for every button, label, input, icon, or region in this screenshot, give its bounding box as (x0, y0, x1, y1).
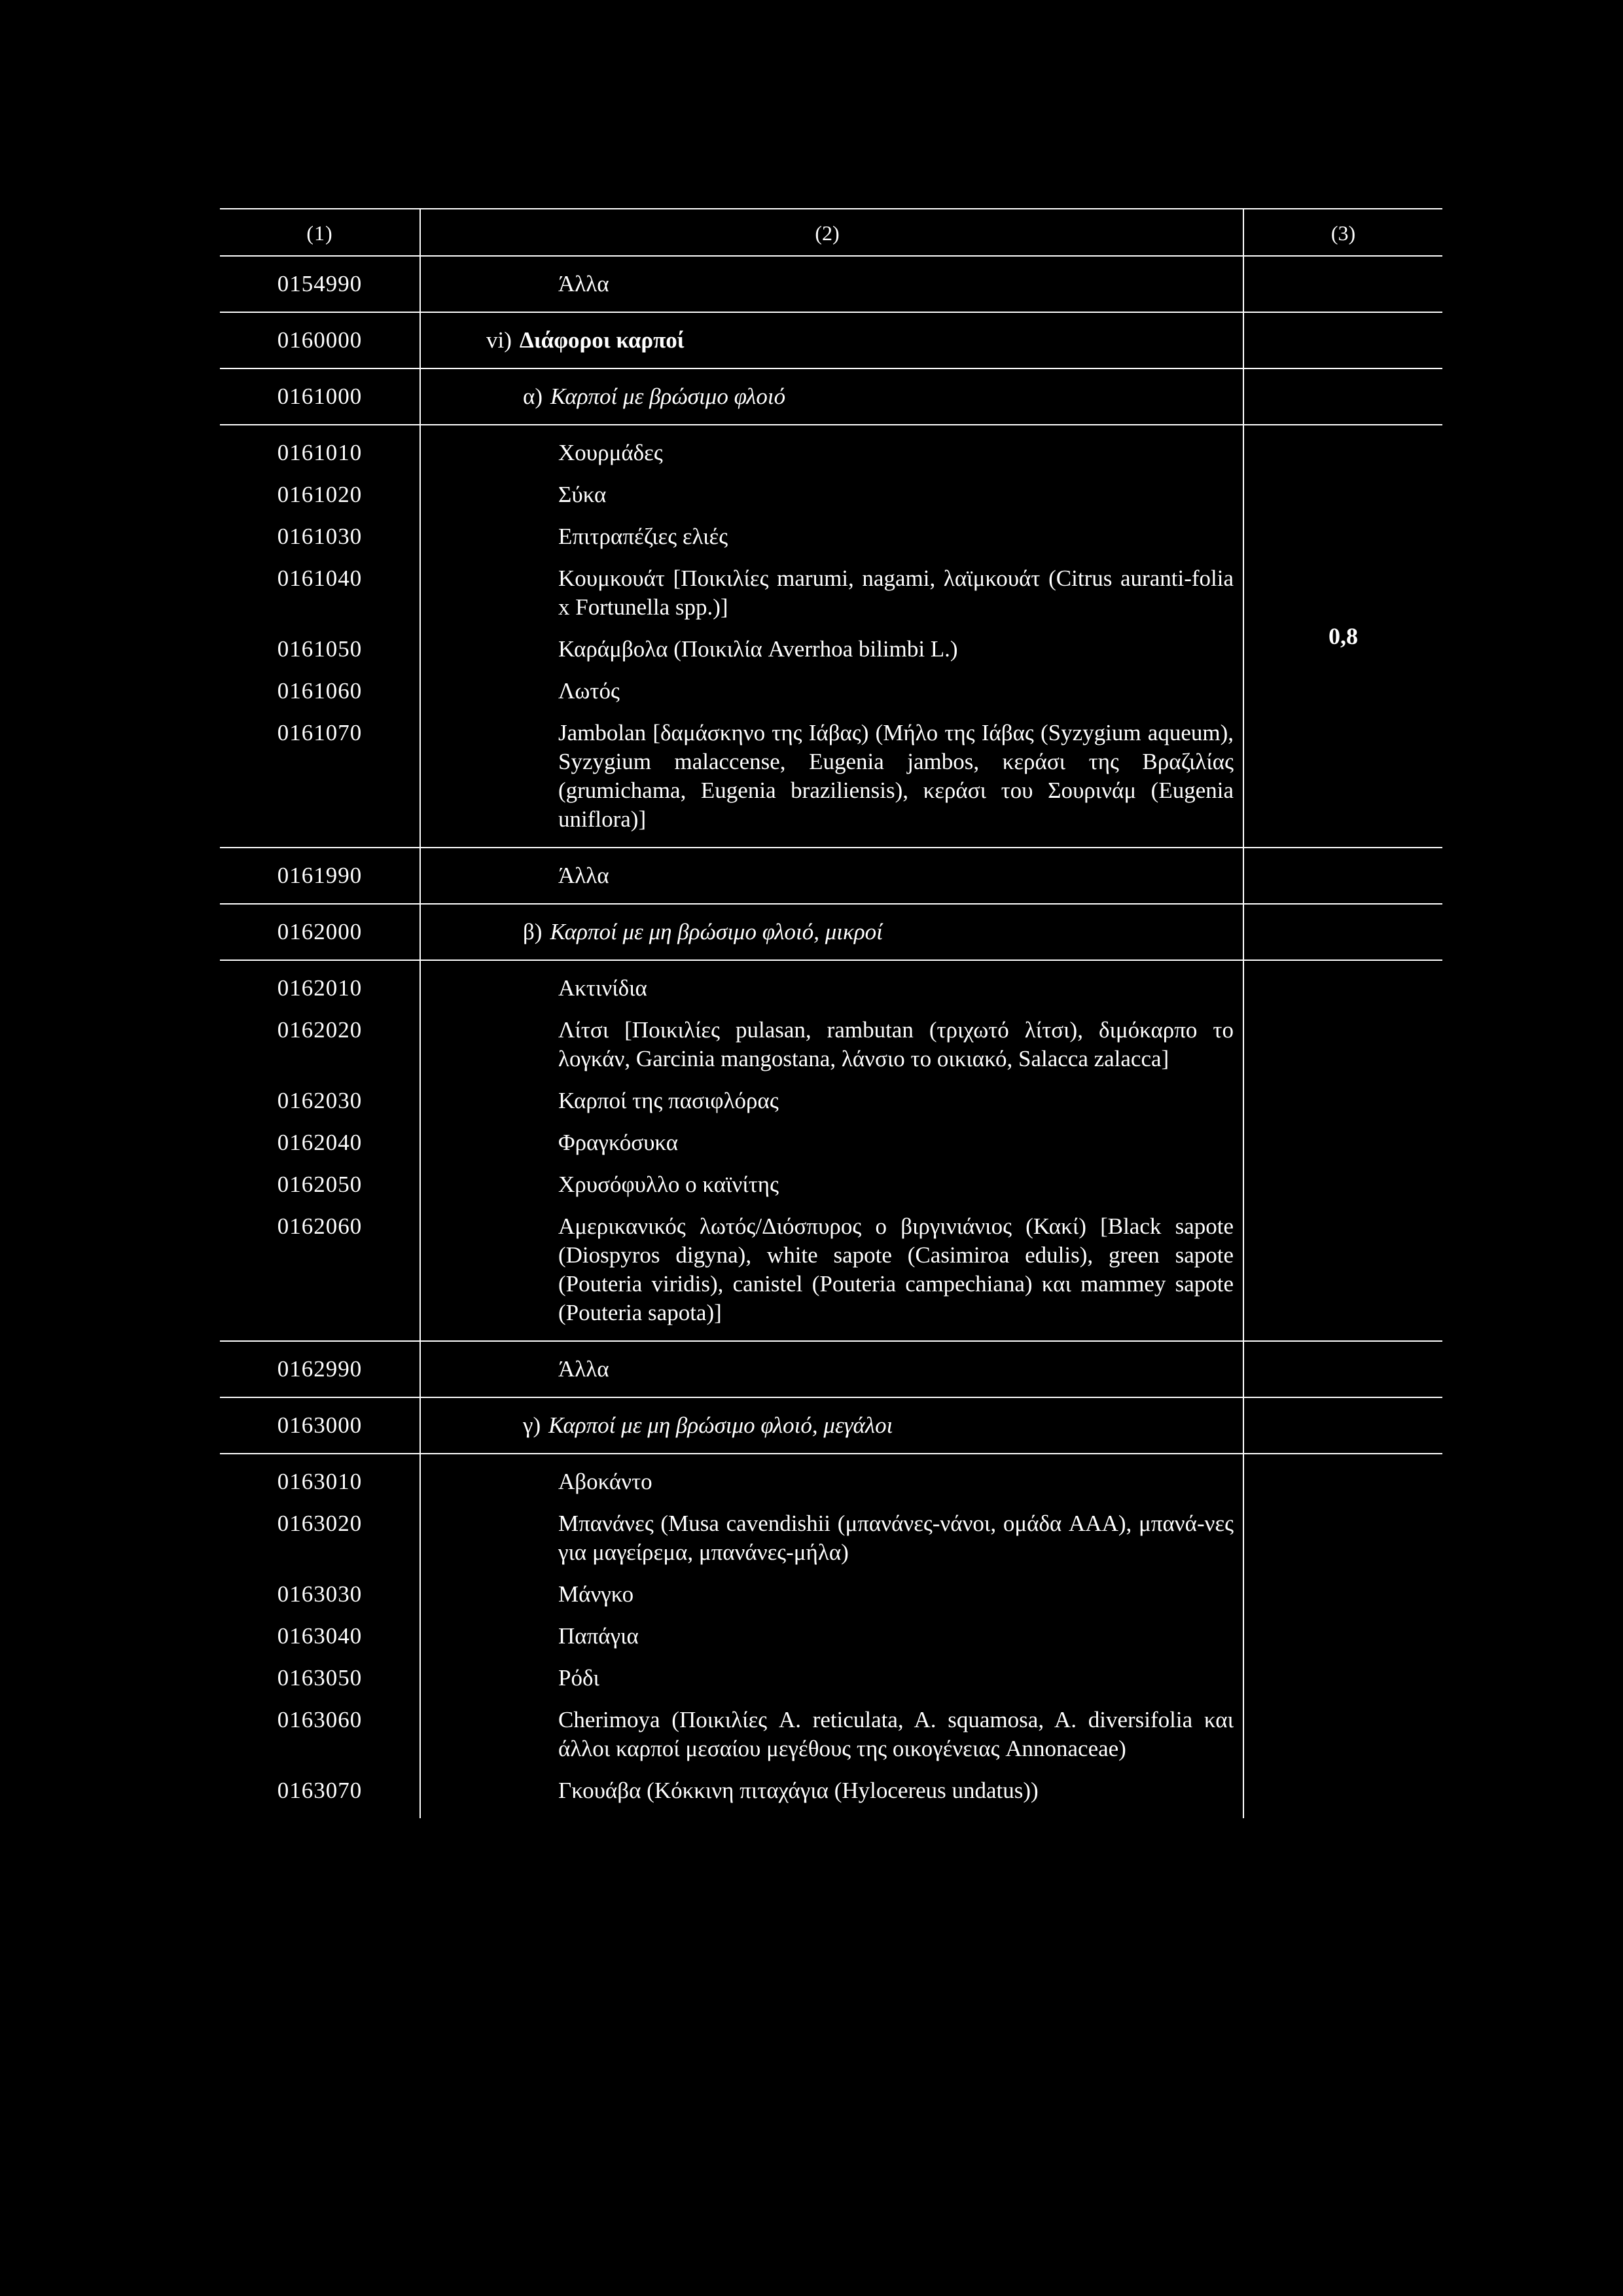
row-value (1244, 848, 1442, 903)
header-col3: (3) (1330, 221, 1356, 245)
row-code: 0162030 (277, 1088, 363, 1113)
table-row (220, 1340, 1442, 1397)
row-description: Αμερικανικός λωτός/Διόσπυρος ο βιργινιάνιος (Κακί) [Black sapote (Diospyros digyna), white sapote (Casimiroa edulis), green sapote (Pouteria viridis), canistel (Pouteria campechiana) και mammey sapote (Pouteria sapota)] (558, 1213, 1234, 1325)
table-row (220, 255, 1442, 312)
row-code: 0161990 (277, 863, 363, 888)
row-description: Φραγκόσυκα (558, 1130, 679, 1155)
row-description (419, 369, 1244, 424)
row-description: Κουμκουάτ [Ποικιλίες marumi, nagami, λαϊμκουάτ (Citrus auranti-folia x Fortunella spp.)] (558, 565, 1234, 620)
row-description: Αβοκάντο (558, 1469, 652, 1494)
row-description: Ρόδι (558, 1665, 599, 1691)
row-description: Άλλα (419, 848, 1244, 903)
row-description (419, 1398, 1244, 1453)
row-description: Jambolan [δαμάσκηνο της Ιάβας) (Μήλο της Ιάβας (Syzygium aqueum), Syzygium malaccense, Eugenia jambos, κεράσι της Βραζιλίας (grumichama, Eugenia braziliensis), κεράσι του Σουρινάμ (Eugenia uniflora)] (558, 720, 1234, 832)
group-codes (220, 425, 419, 847)
row-description (419, 313, 1244, 368)
row-description: Μπανάνες (Musa cavendishii (μπανάνες-νάνοι, ομάδα AAA), μπανά-νες για μαγείρεμα, μπανάνες-μήλα) (558, 1511, 1234, 1565)
table-row (220, 1397, 1442, 1453)
row-code: 0163050 (277, 1665, 363, 1691)
row-description: Ακτινίδια (558, 975, 647, 1001)
row-code: 0162050 (277, 1172, 363, 1197)
row-code: 0162020 (277, 1017, 363, 1043)
row-description: Καρποί της πασιφλόρας (558, 1088, 779, 1113)
row-code: 0162060 (277, 1213, 363, 1239)
row-value (1244, 257, 1442, 312)
row-description: Λίτσι [Ποικιλίες pulasan, rambutan (τριχωτό λίτσι), διμόκαρπο το λογκάν, Garcinia mangostana, λάνσιο το οικιακό, Salacca zalacca] (558, 1017, 1234, 1071)
row-heading: Καρποί με βρώσιμο φλοιό (550, 384, 786, 409)
row-code: 0163070 (277, 1778, 363, 1803)
row-prefix: vi) (486, 327, 512, 353)
row-code: 0161040 (277, 565, 363, 591)
row-description: Χουρμάδες (558, 440, 663, 465)
table-row-group (220, 424, 1442, 847)
row-description (419, 905, 1244, 960)
row-description: Άλλα (419, 257, 1244, 312)
row-code: 0161070 (277, 720, 363, 745)
table-row (220, 312, 1442, 368)
row-heading: Διάφοροι καρποί (519, 327, 685, 353)
group-descriptions (419, 961, 1244, 1340)
row-code: 0163030 (277, 1581, 363, 1607)
row-code: 0163000 (277, 1412, 363, 1438)
row-code: 0163020 (277, 1511, 363, 1536)
row-prefix: β) (523, 919, 543, 944)
row-code: 0162040 (277, 1130, 363, 1155)
row-code: 0161050 (277, 636, 363, 662)
row-value (1244, 1454, 1442, 1818)
row-prefix: α) (523, 384, 543, 409)
row-value (1244, 313, 1442, 368)
row-code: 0161010 (277, 440, 363, 465)
row-description: Μάνγκο (558, 1581, 634, 1607)
row-code: 0160000 (277, 327, 363, 353)
row-value (1244, 1398, 1442, 1453)
row-code: 0154990 (277, 271, 363, 296)
table-header (220, 208, 1442, 255)
row-value (1244, 1342, 1442, 1397)
row-code: 0163010 (277, 1469, 363, 1494)
group-descriptions (419, 1454, 1244, 1818)
table-row-group (220, 960, 1442, 1340)
header-col2: (2) (419, 209, 1244, 255)
row-description: Παπάγια (558, 1623, 639, 1649)
row-description: Cherimoya (Ποικιλίες A. reticulata, A. squamosa, A. diversifolia και άλλοι καρποί μεσαίου μεγέθους της οικογένειας Annonaceae) (558, 1707, 1234, 1761)
row-code: 0162010 (277, 975, 363, 1001)
row-description: Σύκα (558, 482, 607, 507)
table-row (220, 847, 1442, 903)
row-description: Λωτός (558, 678, 620, 704)
row-heading: Καρποί με μη βρώσιμο φλοιό, μικροί (550, 919, 883, 944)
row-code: 0163060 (277, 1707, 363, 1732)
row-code: 0162990 (277, 1356, 363, 1382)
group-descriptions (419, 425, 1244, 847)
table-row (220, 368, 1442, 424)
row-value (1244, 369, 1442, 424)
row-code: 0161020 (277, 482, 363, 507)
group-codes (220, 961, 419, 1340)
group-codes (220, 1454, 419, 1818)
row-value (1244, 905, 1442, 960)
row-description: Επιτραπέζιες ελιές (558, 524, 728, 549)
row-code: 0161060 (277, 678, 363, 704)
row-description: Γκουάβα (Κόκκινη πιταχάγια (Hylocereus undatus)) (558, 1778, 1039, 1803)
row-heading: Καρποί με μη βρώσιμο φλοιό, μεγάλοι (548, 1412, 893, 1438)
mrl-value: 0,8 (1329, 623, 1358, 649)
row-code: 0162000 (277, 919, 363, 944)
row-prefix: γ) (523, 1412, 541, 1438)
shared-value-cell (1244, 425, 1442, 847)
row-value (1244, 961, 1442, 1340)
header-col1: (1) (306, 221, 333, 245)
residue-table (220, 208, 1442, 1818)
row-code: 0161000 (277, 384, 363, 409)
row-description: Χρυσόφυλλο ο καϊνίτης (558, 1172, 779, 1197)
row-code: 0163040 (277, 1623, 363, 1649)
table-row (220, 903, 1442, 960)
row-description: Άλλα (419, 1342, 1244, 1397)
row-code: 0161030 (277, 524, 363, 549)
row-description: Καράμβολα (Ποικιλία Averrhoa bilimbi L.) (558, 636, 958, 662)
table-row-group (220, 1453, 1442, 1818)
